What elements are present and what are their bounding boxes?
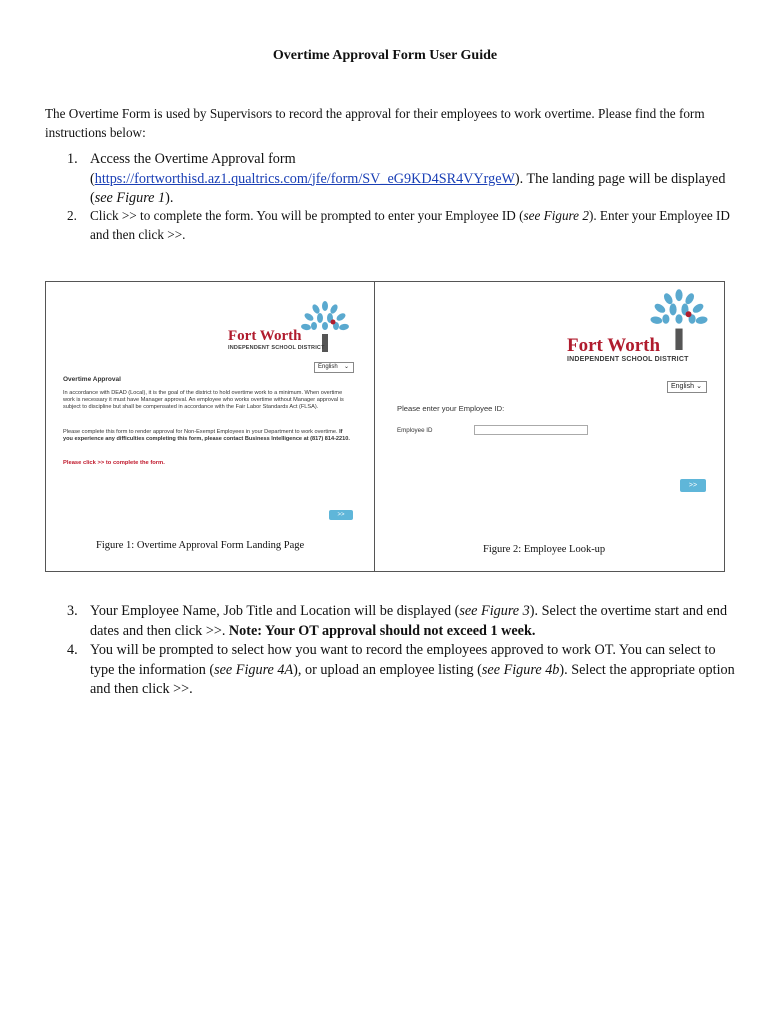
fort-worth-logo (567, 288, 721, 366)
figure-2 (374, 282, 725, 571)
step-text: ), or upload an employee listing ( (293, 661, 482, 678)
chevron-down-icon: ⌄ (343, 364, 349, 370)
figure-ref: see Figure 4A (214, 661, 294, 678)
fig1-heading: Overtime Approval (63, 376, 121, 383)
fort-worth-logo (228, 300, 358, 360)
step-text: Your Employee Name, Job Title and Location will be displayed ( (90, 603, 460, 619)
fig1-paragraph-text: Please complete this form to render approval for Non-Exempt Employees in your Department to work overtime. (63, 429, 340, 435)
step-number: 3. (67, 603, 78, 619)
logo-wordmark: Fort Worth (567, 335, 661, 356)
step-1: 1. Access the Overtime Approval form (https://fortworthisd.az1.qualtrics.com/jfe/form/SV_eG9KD4SR4VYrgeW). The landing page will be displayed (see Figure 1). (67, 151, 726, 206)
language-select[interactable] (667, 381, 707, 393)
page-title: Overtime Approval Form User Guide (272, 48, 498, 63)
step-4 (45, 641, 735, 700)
step-2 (45, 206, 735, 244)
language-value: English (671, 383, 694, 390)
step-note: Note: Your OT approval should not exceed 1 week. (228, 622, 536, 639)
step-text: You will be prompted to select how you want to record the employees approved to work OT. You can select to type the information ( (90, 642, 716, 678)
step-text: Access the Overtime Approval form (90, 151, 296, 167)
fig1-cta: Please click >> to complete the form. (63, 460, 165, 466)
fig1-paragraph-1: In accordance with DEAD (Local), it is the goal of the district to hold overtime work to a minimum. When overtime work is necessary it must have Manager approval. An employee who works overtime without Manager approval is subject to discipline but shall be compensated in accordance with the Fair Labor Standards Act (FLSA). (63, 390, 344, 411)
step-text: ). The landing page will be displayed ( (90, 170, 726, 206)
next-button[interactable]: >> (329, 510, 353, 520)
step-text: ). (165, 190, 174, 206)
step-text: ). Select the appropriate option and then click >>. (90, 661, 735, 697)
employee-id-prompt: Please enter your Employee ID: (397, 404, 505, 413)
next-button[interactable]: >> (680, 479, 706, 492)
figure-1-caption: Figure 1: Overtime Approval Form Landing Page (96, 540, 305, 551)
figure-2-caption: Figure 2: Employee Look-up (483, 544, 606, 555)
logo-wordmark: Fort Worth (228, 328, 302, 344)
language-select[interactable] (314, 362, 354, 373)
step-text: Click >> to complete the form. You will be prompted to enter your Employee ID ( (90, 208, 524, 223)
fig1-paragraph-2 (63, 429, 353, 443)
employee-id-label: Employee ID (397, 427, 433, 434)
form-link[interactable]: https://fortworthisd.az1.qualtrics.com/jfe/form/SV_eG9KD4SR4VYrgeW (94, 170, 515, 187)
logo-subtitle: INDEPENDENT SCHOOL DISTRICT (228, 345, 325, 351)
step-number: 4. (67, 642, 78, 658)
figures-frame (45, 281, 725, 572)
fig1-paragraph-bold: If you experience any difficulties completing this form, please contact Business Intelligence at (817) 814-2210. (63, 429, 350, 443)
step-3 (45, 602, 735, 641)
intro-paragraph: The Overtime Form is used by Supervisors to record the approval for their employees to work overtime. Please find the form instructions below: (45, 106, 705, 140)
step-text: ). Enter your Employee ID and then click >>. (90, 208, 730, 242)
chevron-down-icon: ⌄ (696, 383, 702, 390)
step-number: 1. (67, 151, 78, 167)
step-text: ). Select the overtime start and end dates and then click >>. (90, 603, 728, 639)
employee-id-input[interactable] (474, 425, 588, 435)
figure-ref: see Figure 4b (481, 661, 560, 678)
figure-ref: see Figure 3 (459, 603, 530, 619)
figure-ref: see Figure 1 (94, 190, 166, 206)
figure-ref: see Figure 2 (523, 208, 589, 223)
figure-1 (46, 282, 374, 571)
logo-subtitle: INDEPENDENT SCHOOL DISTRICT (567, 356, 689, 363)
step-number: 2. (67, 208, 77, 223)
language-value: English (318, 364, 338, 370)
